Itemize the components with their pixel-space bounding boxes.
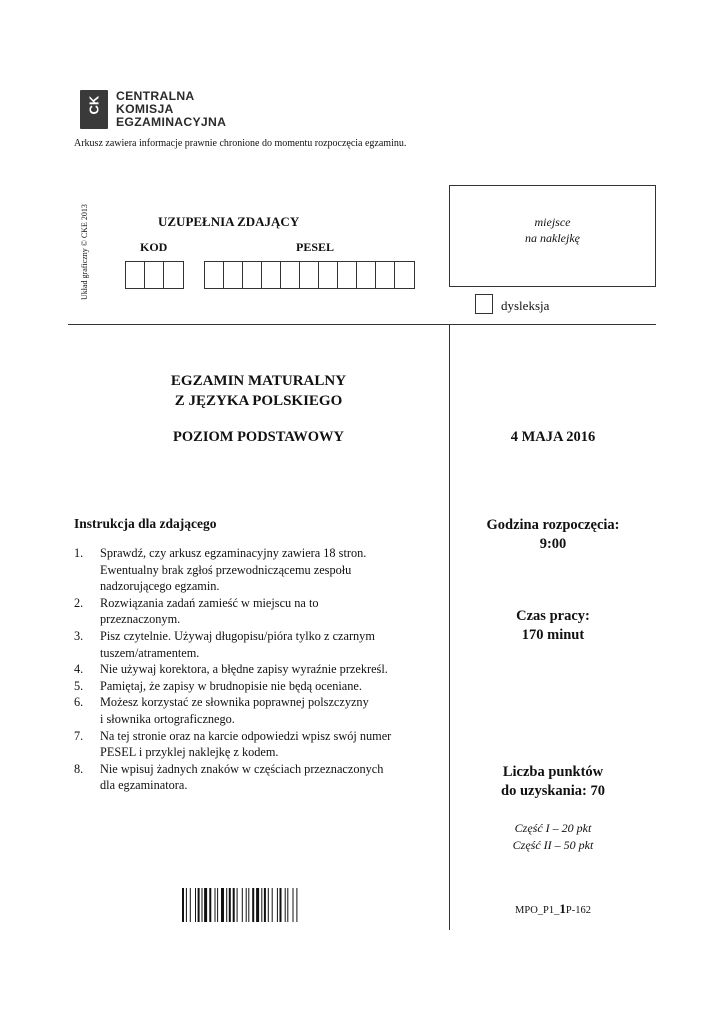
barcode-bar <box>293 888 294 922</box>
duration-label: Czas pracy: <box>516 608 590 624</box>
barcode-bar <box>252 888 254 922</box>
barcode-bar <box>198 888 200 922</box>
barcode-bar <box>256 888 259 922</box>
barcode-bar <box>264 888 266 922</box>
instruction-line: Pisz czytelnie. Używaj długopisu/pióra tylko z czarnym <box>100 628 375 643</box>
instruction-item <box>74 694 449 727</box>
pesel-box[interactable] <box>376 262 395 288</box>
barcode-bar <box>202 888 203 922</box>
instruction-number: 1. <box>74 546 84 560</box>
part1-points: Część I – 20 pkt <box>514 821 592 835</box>
kod-box[interactable] <box>126 262 145 288</box>
candidate-fill-title: UZUPEŁNIA ZDAJĄCY <box>158 214 300 229</box>
barcode-bar <box>182 888 184 922</box>
instruction-line: przeznaczonym. <box>100 612 181 627</box>
barcode-bar <box>268 888 269 922</box>
confidentiality-notice: Arkusz zawiera informacje prawnie chronione do momentu rozpoczęcia egzaminu. <box>74 138 407 149</box>
pesel-box[interactable] <box>319 262 338 288</box>
barcode-bar <box>209 888 211 922</box>
instruction-line: Rozwiązania zadań zamieść w miejscu na to <box>100 595 319 610</box>
dyslexia-checkbox[interactable] <box>475 294 493 314</box>
pesel-input-boxes[interactable] <box>204 261 415 289</box>
horizontal-divider <box>68 324 656 325</box>
exam-title <box>68 371 449 411</box>
pesel-label: PESEL <box>296 240 335 254</box>
points-block <box>450 763 656 801</box>
instruction-line: Nie wpisuj żadnych znaków w częściach przeznaczonych <box>100 761 384 776</box>
barcode-bar <box>186 888 187 922</box>
instruction-line: Sprawdź, czy arkusz egzaminacyjny zawiera 18 stron. <box>100 546 367 560</box>
exam-date: 4 MAJA 2016 <box>510 429 596 445</box>
instruction-line: Na tej stronie oraz na karcie odpowiedzi wpisz swój numer <box>100 728 392 743</box>
duration-value: 170 minut <box>521 627 585 643</box>
exam-title-line1: EGZAMIN MATURALNY <box>170 373 347 389</box>
cke-logo <box>80 90 240 132</box>
barcode-bar <box>272 888 273 922</box>
exam-title-line2: Z JĘZYKA POLSKIEGO <box>174 393 343 409</box>
instruction-number: 6. <box>74 695 84 710</box>
instructions-title: Instrukcja dla zdającego <box>74 516 217 531</box>
points-line1: Liczba punktów <box>502 764 604 780</box>
barcode-bar <box>296 888 297 922</box>
barcode-bar <box>190 888 191 922</box>
barcode-bar <box>226 888 227 922</box>
instruction-item <box>74 595 449 628</box>
instruction-line: tuszem/atramentem. <box>100 645 200 660</box>
instruction-number: 8. <box>74 761 84 776</box>
instruction-line: Możesz korzystać ze słownika poprawnej polszczyzny <box>100 695 369 710</box>
pesel-box[interactable] <box>395 262 414 288</box>
barcode-bar <box>204 888 207 922</box>
barcode-bar <box>246 888 247 922</box>
instruction-number: 7. <box>74 728 84 743</box>
barcode-bar <box>261 888 262 922</box>
start-time-value: 9:00 <box>539 536 567 552</box>
pesel-box[interactable] <box>281 262 300 288</box>
pesel-box[interactable] <box>300 262 319 288</box>
instruction-number: 5. <box>74 678 84 693</box>
pesel-box[interactable] <box>357 262 376 288</box>
cke-logo-mark-text: CK <box>86 95 102 115</box>
barcode-bar <box>217 888 218 922</box>
sticker-text-line2: na naklejkę <box>525 231 580 245</box>
instruction-number: 2. <box>74 595 84 610</box>
points-line2: do uzyskania: 70 <box>501 783 605 799</box>
kod-label: KOD <box>140 240 168 254</box>
pesel-box[interactable] <box>338 262 357 288</box>
instructions-list <box>74 545 449 794</box>
barcode-bar <box>229 888 231 922</box>
exam-code <box>450 901 656 917</box>
logo-line-1: CENTRALNA <box>116 89 195 103</box>
part2-points: Część II – 50 pkt <box>512 838 594 852</box>
pesel-box[interactable] <box>205 262 224 288</box>
barcode-bar <box>277 888 278 922</box>
barcode-bar <box>221 888 224 922</box>
instruction-line: dla egzaminatora. <box>100 778 188 793</box>
instruction-item <box>74 761 449 794</box>
barcode-bar <box>233 888 235 922</box>
start-time-label: Godzina rozpoczęcia: <box>486 517 620 533</box>
barcode-bar <box>215 888 216 922</box>
instruction-line: Nie używaj korektora, a błędne zapisy wyraźnie przekreśl. <box>100 662 388 677</box>
instruction-line: Ewentualny brak zgłoś przewodniczącemu zespołu <box>100 562 352 577</box>
kod-box[interactable] <box>164 262 183 288</box>
instruction-item <box>74 628 449 661</box>
kod-box[interactable] <box>145 262 164 288</box>
instruction-line: nadzorującego egzamin. <box>100 579 220 594</box>
exam-code-suffix: P-162 <box>565 905 591 916</box>
dyslexia-label: dysleksja <box>501 298 550 313</box>
barcode-bar <box>280 888 282 922</box>
pesel-box[interactable] <box>243 262 262 288</box>
parts-block <box>450 820 656 854</box>
kod-input-boxes[interactable] <box>125 261 184 289</box>
logo-line-2: KOMISJA <box>116 102 174 116</box>
instruction-line: i słownika ortograficznego. <box>100 711 235 726</box>
barcode-bar <box>237 888 238 922</box>
barcode-bar <box>287 888 288 922</box>
pesel-box[interactable] <box>224 262 243 288</box>
barcode-icon <box>182 888 336 922</box>
barcode-bar <box>195 888 196 922</box>
instruction-item <box>74 661 449 678</box>
duration-block <box>450 607 656 645</box>
barcode-bar <box>242 888 243 922</box>
sticker-text-line1: miejsce <box>534 215 571 229</box>
cke-logo-mark <box>80 90 108 129</box>
barcode-bar <box>248 888 249 922</box>
instruction-item <box>74 545 449 595</box>
barcode-bar <box>285 888 286 922</box>
instruction-item <box>74 728 449 761</box>
logo-line-3: EGZAMINACYJNA <box>116 115 227 129</box>
exam-level: POZIOM PODSTAWOWY <box>173 429 344 445</box>
copyright-note: Układ graficzny © CKE 2013 <box>80 204 89 300</box>
instruction-number: 4. <box>74 662 84 677</box>
instruction-line: PESEL i przyklej naklejkę z kodem. <box>100 745 279 760</box>
instruction-item <box>74 678 449 695</box>
pesel-box[interactable] <box>262 262 281 288</box>
exam-code-big: 1 <box>559 901 566 916</box>
instruction-line: Pamiętaj, że zapisy w brudnopisie nie będą oceniane. <box>100 678 362 693</box>
start-time-block <box>450 516 656 554</box>
exam-code-prefix: MPO_P1_ <box>515 905 560 916</box>
sticker-area <box>449 185 656 287</box>
instruction-number: 3. <box>74 628 84 643</box>
